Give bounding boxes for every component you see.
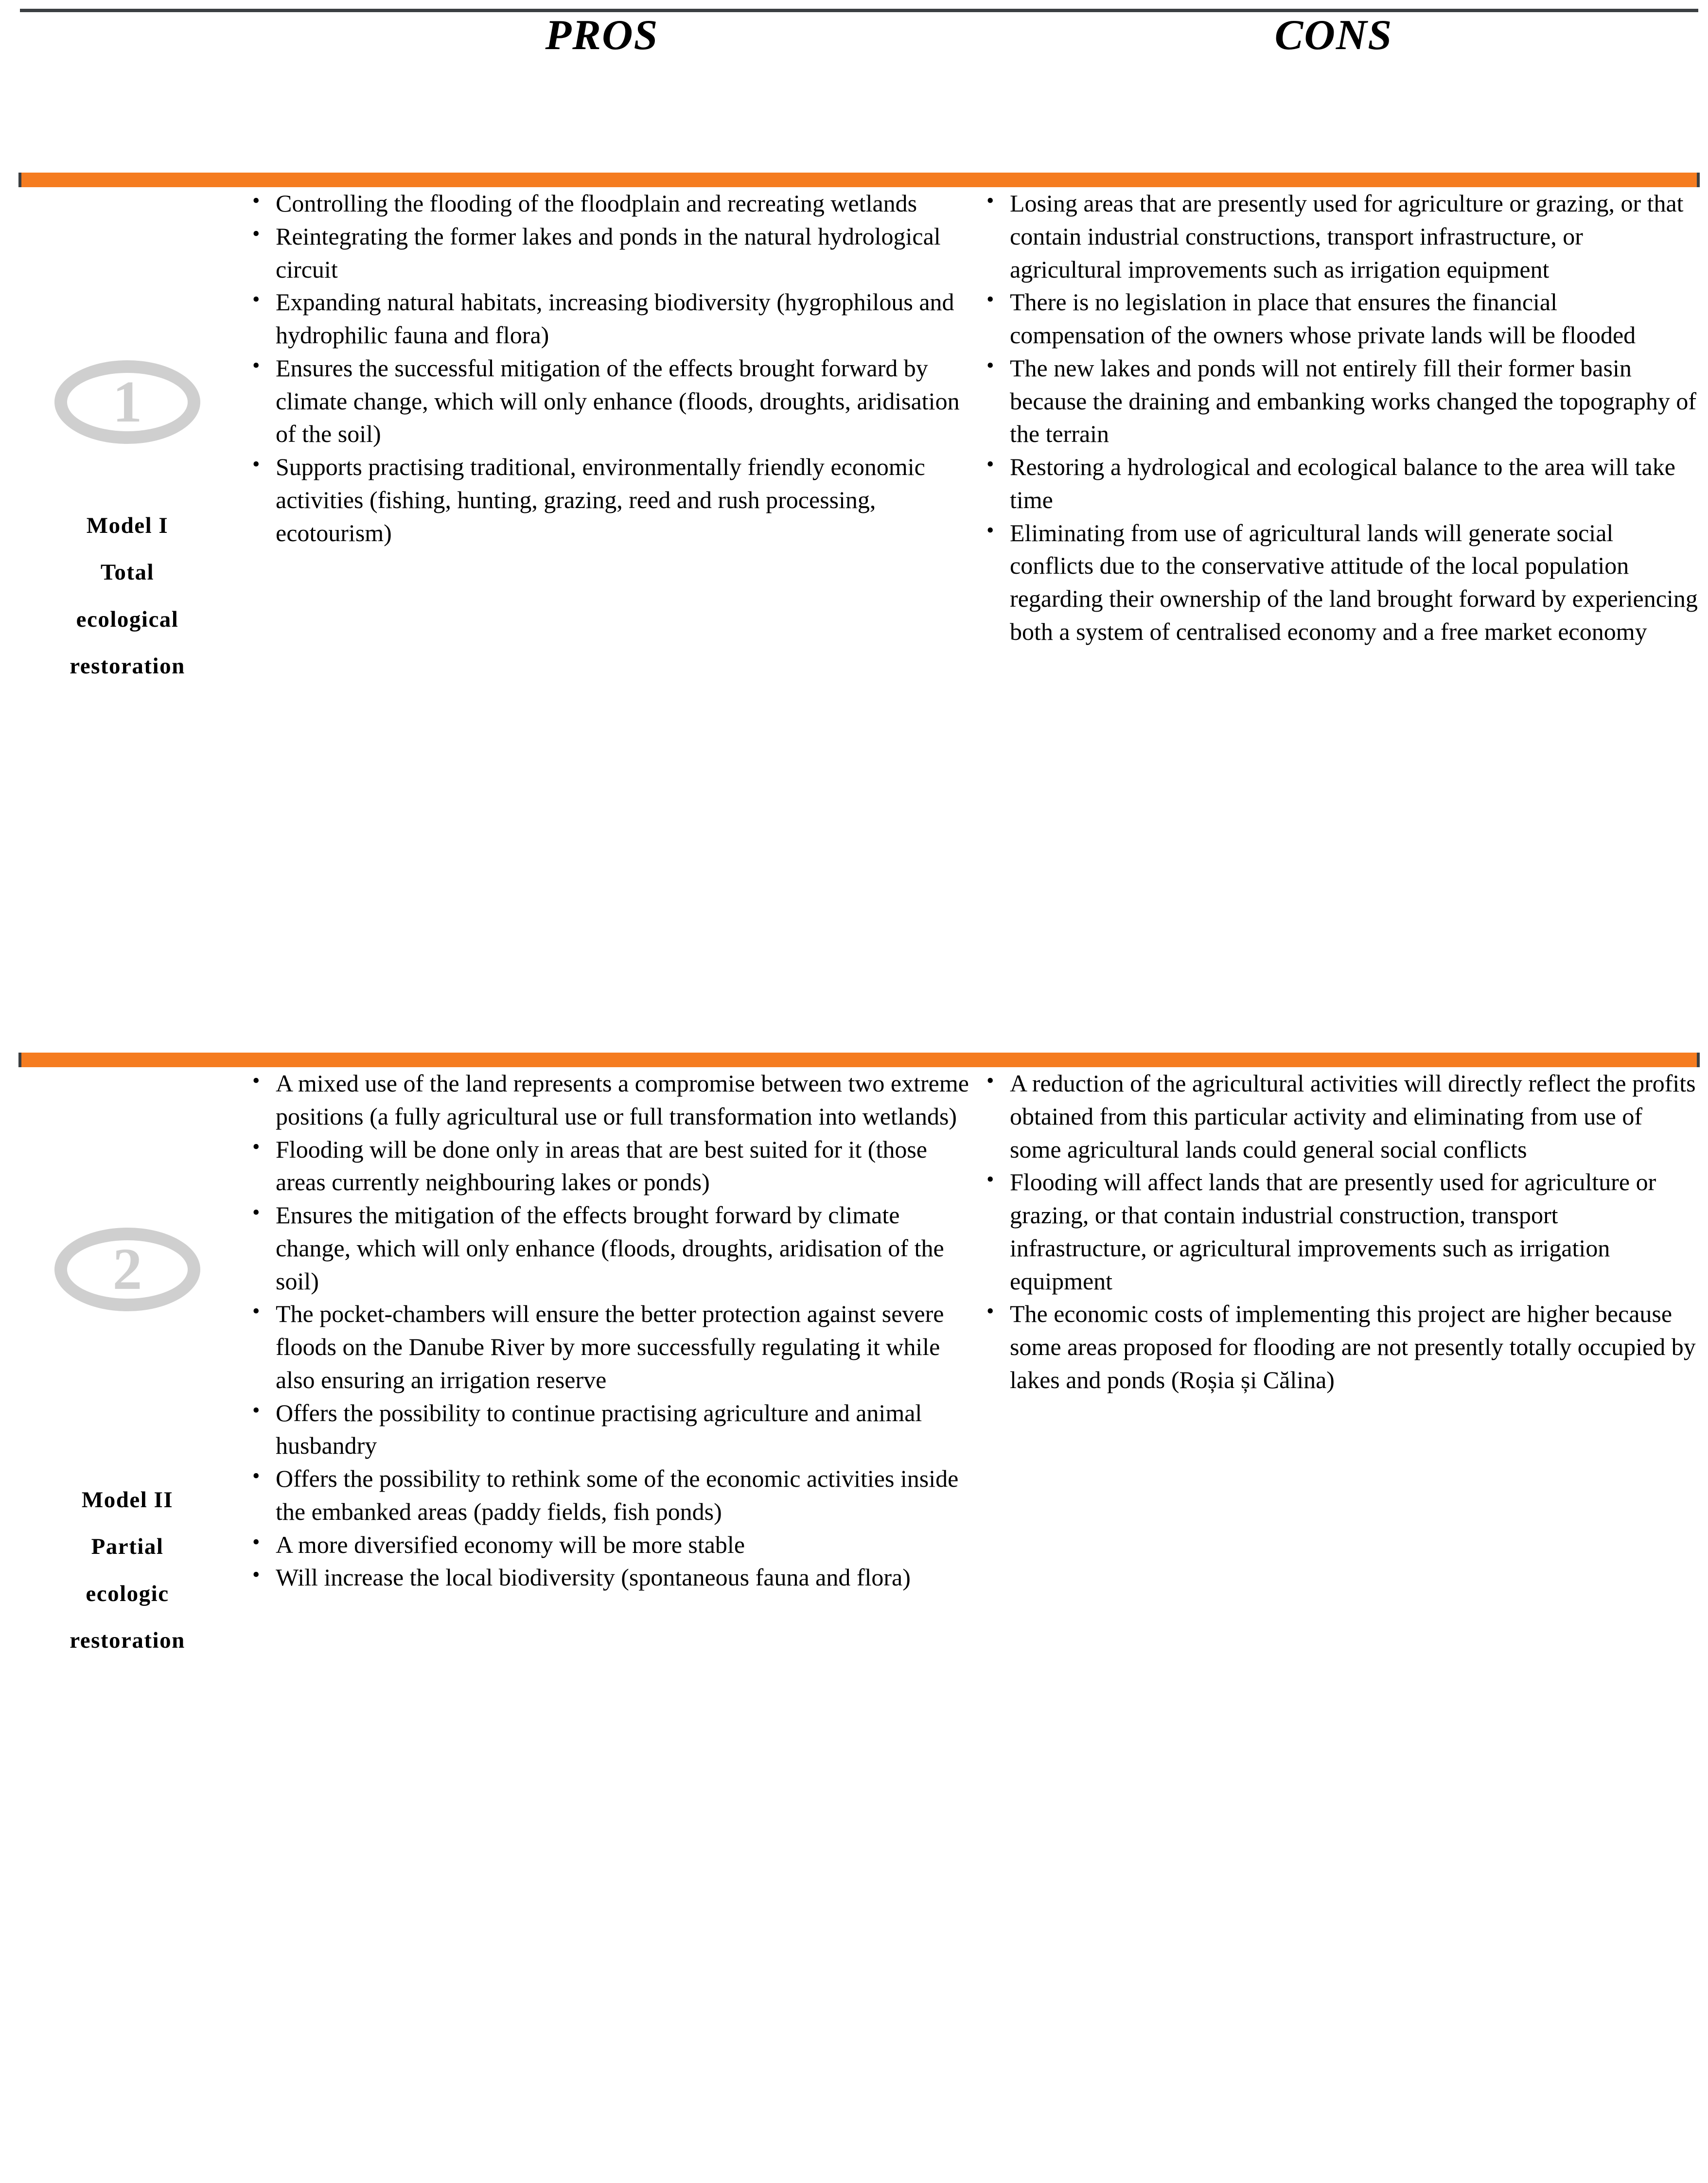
- accent-separator-middle: [20, 1053, 1698, 1067]
- accent-separator-top: [20, 173, 1698, 187]
- list-item: • A reduction of the agricultural activities will directly reflect the profits obtained from this particular activity and eliminating from use of some agricultural lands could general social conflicts: [1010, 1067, 1698, 1166]
- model-title-line: restoration: [70, 1628, 185, 1654]
- pros-cell-2: [235, 1067, 969, 2181]
- circled-number-badge-2: [54, 1228, 200, 1311]
- model-title-line: Model I: [86, 513, 169, 538]
- model-label-cell-2: [20, 1067, 235, 2181]
- list-item: • Flooding will be done only in areas that are best suited for it (those areas currently neighbouring lakes or ponds): [276, 1133, 969, 1199]
- accent-separator-segment-cons: [969, 1053, 1698, 1067]
- model-title-line: Model II: [81, 1487, 174, 1513]
- accent-separator-segment-pros: [235, 1053, 969, 1067]
- accent-separator-segment-cons: [969, 173, 1698, 187]
- cons-list-2: [969, 1067, 1698, 1397]
- model-title-1: [70, 502, 185, 689]
- table-row: [20, 187, 1698, 1053]
- accent-separator-segment-label: [20, 173, 235, 187]
- accent-separator-segment-label: [20, 1053, 235, 1067]
- badge-number-text: 1: [112, 369, 142, 435]
- model-title-line: restoration: [70, 653, 185, 679]
- header-cell-pros: [235, 11, 969, 173]
- list-item: • Supports practising traditional, environmentally friendly economic activities (fishing, hunting, grazing, reed and rush processing, ecotourism): [276, 451, 969, 549]
- list-item: • Expanding natural habitats, increasing biodiversity (hygrophilous and hydrophilic fauna and flora): [276, 286, 969, 352]
- pros-list-1: [235, 187, 969, 549]
- header-cell-label: [20, 11, 235, 173]
- list-item: • Will increase the local biodiversity (spontaneous fauna and flora): [276, 1561, 969, 1594]
- list-item: • Flooding will affect lands that are presently used for agriculture or grazing, or that contain industrial construction, transport infrastructure, or agricultural improvements such as irrigation equipment: [1010, 1166, 1698, 1298]
- cons-cell-2: [969, 1067, 1698, 2181]
- model-label-cell-1: [20, 187, 235, 1053]
- model-title-2: [70, 1477, 185, 1664]
- list-item: • Restoring a hydrological and ecological balance to the area will take time: [1010, 451, 1698, 517]
- list-item: • Offers the possibility to rethink some of the economic activities inside the embanked areas (paddy fields, fish ponds): [276, 1462, 969, 1529]
- list-item: • Controlling the flooding of the floodplain and recreating wetlands: [276, 187, 969, 220]
- cons-header-label: CONS: [1274, 12, 1393, 59]
- list-item: • Reintegrating the former lakes and ponds in the natural hydrological circuit: [276, 220, 969, 286]
- header-cell-cons: [969, 11, 1698, 173]
- cons-cell-1: [969, 187, 1698, 1053]
- list-item: • The new lakes and ponds will not entirely fill their former basin because the draining and embanking works changed the topography of the terrain: [1010, 352, 1698, 451]
- list-item: • The pocket-chambers will ensure the better protection against severe floods on the Danube River by more successfully regulating it while also ensuring an irrigation reserve: [276, 1298, 969, 1396]
- model-title-line: ecologic: [86, 1581, 169, 1606]
- list-item: • A more diversified economy will be more stable: [276, 1529, 969, 1562]
- cons-list-1: [969, 187, 1698, 649]
- accent-separator-segment-pros: [235, 173, 969, 187]
- list-item: • There is no legislation in place that ensures the financial compensation of the owners whose private lands will be flooded: [1010, 286, 1698, 352]
- circled-number-badge-1: [54, 360, 200, 444]
- table-header-row: [20, 11, 1698, 173]
- badge-number-text: 2: [112, 1236, 142, 1302]
- model-title-line: ecological: [76, 606, 179, 632]
- pros-list-2: [235, 1067, 969, 1594]
- list-item: • A mixed use of the land represents a compromise between two extreme positions (a fully agricultural use or full transformation into wetlands): [276, 1067, 969, 1133]
- pros-cons-comparison-table: [18, 9, 1700, 2181]
- pros-cell-1: [235, 187, 969, 1053]
- list-item: • Eliminating from use of agricultural lands will generate social conflicts due to the conservative attitude of the local population regarding their ownership of the land brought forward by experiencing both a system of centralised economy and a free market economy: [1010, 517, 1698, 649]
- list-item: • Ensures the mitigation of the effects brought forward by climate change, which will only enhance (floods, droughts, aridisation of the soil): [276, 1199, 969, 1298]
- pros-header-label: PROS: [545, 12, 659, 59]
- list-item: • Losing areas that are presently used for agriculture or grazing, or that contain industrial constructions, transport infrastructure, or agricultural improvements such as irrigation equipment: [1010, 187, 1698, 286]
- model-title-line: Partial: [91, 1534, 164, 1560]
- model-title-line: Total: [100, 560, 155, 585]
- list-item: • Ensures the successful mitigation of the effects brought forward by climate change, which will only enhance (floods, droughts, aridisation of the soil): [276, 352, 969, 451]
- list-item: • The economic costs of implementing this project are higher because some areas proposed for flooding are not presently totally occupied by lakes and ponds (Roșia și Călina): [1010, 1298, 1698, 1396]
- table-row: [20, 1067, 1698, 2181]
- list-item: • Offers the possibility to continue practising agriculture and animal husbandry: [276, 1397, 969, 1463]
